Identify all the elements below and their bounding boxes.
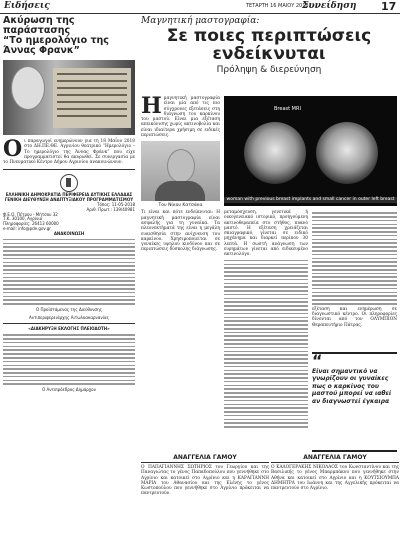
col2-text-lines	[224, 260, 308, 428]
notice-text	[3, 239, 135, 305]
mri-caption: woman with previous breast implants and small cancer in outer left breast	[224, 197, 397, 203]
announcement-text: Ο ΚΑΛΟΓΕΡΑΚΗΣ ΝΙΚΟΛΑΟΣ του Κωνσταντίνου και της Βασιλικής το γένος Μπαρμπάκου που γεννήθηκε στην Αθήνα και κατοικεί στο Αγρίνιο και η ΚΟΥΤΣΙΟΥΜΠΑ ΔΗΜΗΤΡΑ του Ιωάννη και της Αγγελικής πρόκειται να παντρευτούν στο Αγρίνιο.	[271, 465, 399, 492]
drop-cap: Η	[141, 93, 162, 119]
col2-text: μεταμόσχευση, γενετικά ή οικογενειακό ιστορικό, προηγούμενη ακτινοθεραπεία στο στήθος, πυκνό μαστό. Η εξέταση χρειάζεται σκιαγραφικό, γίνεται σε ειδικό μηχάνημα και διαρκεί περίπου 30 λεπτά. Η σωστή ανάγνωση των ευρημάτων γίνεται από ειδικευμένο ακτινολόγο.	[224, 210, 308, 258]
section-title: Ειδήσεις	[4, 1, 50, 11]
info-line: Φ.Ε.Ο. Πέτρου - Μήτσου 32	[3, 211, 58, 217]
page-header	[0, 0, 400, 14]
pull-quote	[312, 352, 397, 452]
article-title: Ακύρωση της παράστασης	[3, 15, 75, 36]
signatory3: Ο Αντιπρόεδρος Δημάρχου	[42, 387, 96, 393]
notice-title: ΑΝΑΚΟΙΝΩΣΗ	[53, 230, 85, 236]
notice-date: Τόπος: 11-05-2018	[97, 202, 135, 208]
mri-breast-left	[244, 122, 306, 184]
signatory-title: Αντιπεριφερειάρχης Αιτωλοακαρνανίας	[29, 314, 109, 320]
notice2-title: «ΔΙΑΚΗΡΥΞΗ ΕΚΛΟΓΗΣ ΠΛΕΙΟΔΟΤΗ»	[28, 326, 110, 332]
breast-mri-image	[224, 96, 397, 206]
article-column-1	[141, 93, 220, 253]
main-article-header	[141, 16, 397, 75]
article-subtitle: “Το ημερολόγιο της Άννας Φρανκ”	[3, 35, 109, 56]
pull-quote-text: Είναι σημαντικό να γνωρίζουν οι γυναίκες πως ο καρκίνος του μαστού μπορεί να ιαθεί αν διαγνωστεί έγκαιρα	[312, 368, 392, 405]
kicker: Μαγνητική μαστογραφία:	[141, 16, 260, 26]
notice2-text	[3, 334, 135, 385]
article-column-3	[312, 210, 397, 328]
info-line: Τ.Κ. 30100, Αγρίνιο	[3, 216, 43, 222]
mri-title: Breast MRI	[274, 106, 301, 112]
author-photo	[141, 141, 220, 201]
col3-text: εξέταση και ενημέρωση σε διαγνωστικό κέντρο. Οι πληροφορίες δίνονται από τον ΟΛΥΜΠΙΟΝ Θεραπευτήριο Πάτρας.	[312, 306, 397, 328]
mri-breast-right	[316, 122, 378, 184]
col1-text-2: Τι είναι και πότε ενδείκνυται: Η μαγνητική μαστογραφία είναι ασφαλής για τη γυναίκα. Τα πλεονεκτήματά της είναι η μεγάλη ευαισθησία στην ανίχνευση του καρκίνου. Χρησιμοποιείται σε γυναίκες υψηλού κινδύνου και σε περιπτώσεις δύσκολης διάγνωσης.	[141, 210, 220, 253]
official-notice	[3, 169, 135, 392]
author-caption: Του Νίκου Κατσάκα	[158, 203, 203, 209]
subhead: Πρόληψη & διερεύνηση	[216, 65, 322, 75]
article-column-2	[224, 210, 308, 430]
authority-caption: ΕΛΛΗΝΙΚΗ ΔΗΜΟΚΡΑΤΙΑ ΠΕΡΙΦΕΡΕΙΑ ΔΥΤΙΚΗΣ ΕΛΛΑΔΑΣ ΓΕΝΙΚΗ ΔΙΕΥΘΥΝΣΗ ΑΝΑΠΤΥΞΙΑΚΟΥ ΠΡΟΓΡΑΜΜΑΤΙΣΜΟΥ	[4, 192, 134, 203]
wedding-announcement	[271, 454, 399, 538]
page-number: 17	[381, 0, 397, 13]
anne-frank-photo	[3, 60, 135, 135]
paper-name: Συνείδηση	[302, 1, 357, 11]
signatory: Ο Προϊστάμενος της Διεύθυνσης	[36, 306, 102, 312]
announcement-text: Ο ΠΑΠΑΓΙΑΝΝΗΣ ΣΩΤΗΡΙΟΣ του Γεωργίου και της Παναγιώτας το γένος Παπαδοπούλου που γεννήθηκε στο Αγρίνιο και κατοικεί στο Αγρίνιο και η ΚΑΡΑΓΙΑΝΝΗ ΜΑΡΙΑ του Αθανασίου και της Ελένης το γένος Κωστοπούλου που γεννήθηκε στο Αγρίνιο πρόκειται να παντρευτούν.	[141, 465, 269, 497]
info-line: Πληροφορίες: 26413 60000	[3, 221, 59, 227]
divider	[3, 323, 135, 324]
notice-protocol: Αριθ. Πρωτ.: 139/40981	[86, 206, 135, 212]
info-line: e-mail: info@pde.gov.gr	[3, 226, 51, 232]
diary-page	[53, 68, 131, 128]
col3-text-lines	[312, 212, 397, 304]
drop-cap: Ο	[3, 136, 23, 162]
portrait-face	[11, 66, 45, 110]
author-head	[167, 149, 195, 183]
announcement-title: ΑΝΑΓΓΕΛΙΑ ΓΑΜΟΥ	[141, 454, 269, 463]
issue-date: ΤΕΤΑΡΤΗ 16 ΜΑΙΟΥ 2018	[246, 3, 309, 9]
col1-text: Ημαγνητική μαστογραφία είναι μία από τις πιο σύγχρονες εξετάσεις στη διάγνωση του καρκίνου του μαστού. Είναι μια εξέταση απεικόνισης χωρίς ακτινοβολία και είναι ιδιαίτερα χρήσιμη σε ειδικές περιπτώσεις.	[141, 93, 220, 139]
author-body	[155, 181, 205, 201]
wedding-announcement	[141, 454, 269, 538]
quote-mark-icon: “	[312, 351, 323, 370]
left-column	[3, 16, 135, 393]
article-body: Οι παραγωγοί ενημερώνουν για τη 18 Μαΐου 2018 στο ΔΗ.ΠΕ.ΘΕ. Αγρινίου θεατρικό “Ημερολόγιο – Το ημερολόγιο της Άννας Φράνκ” που είχε προγραμματιστεί θα ακυρωθεί. Σε συνεργασία με το Πνευματικό Κέντρο Δήμου Αγρινίου ανακοινώνουν.	[3, 136, 135, 166]
greek-emblem-icon	[60, 174, 78, 192]
headline: Σε ποιες περιπτώσεις ενδείκνυται	[166, 26, 372, 64]
announcement-title: ΑΝΑΓΓΕΛΙΑ ΓΑΜΟΥ	[271, 454, 399, 463]
